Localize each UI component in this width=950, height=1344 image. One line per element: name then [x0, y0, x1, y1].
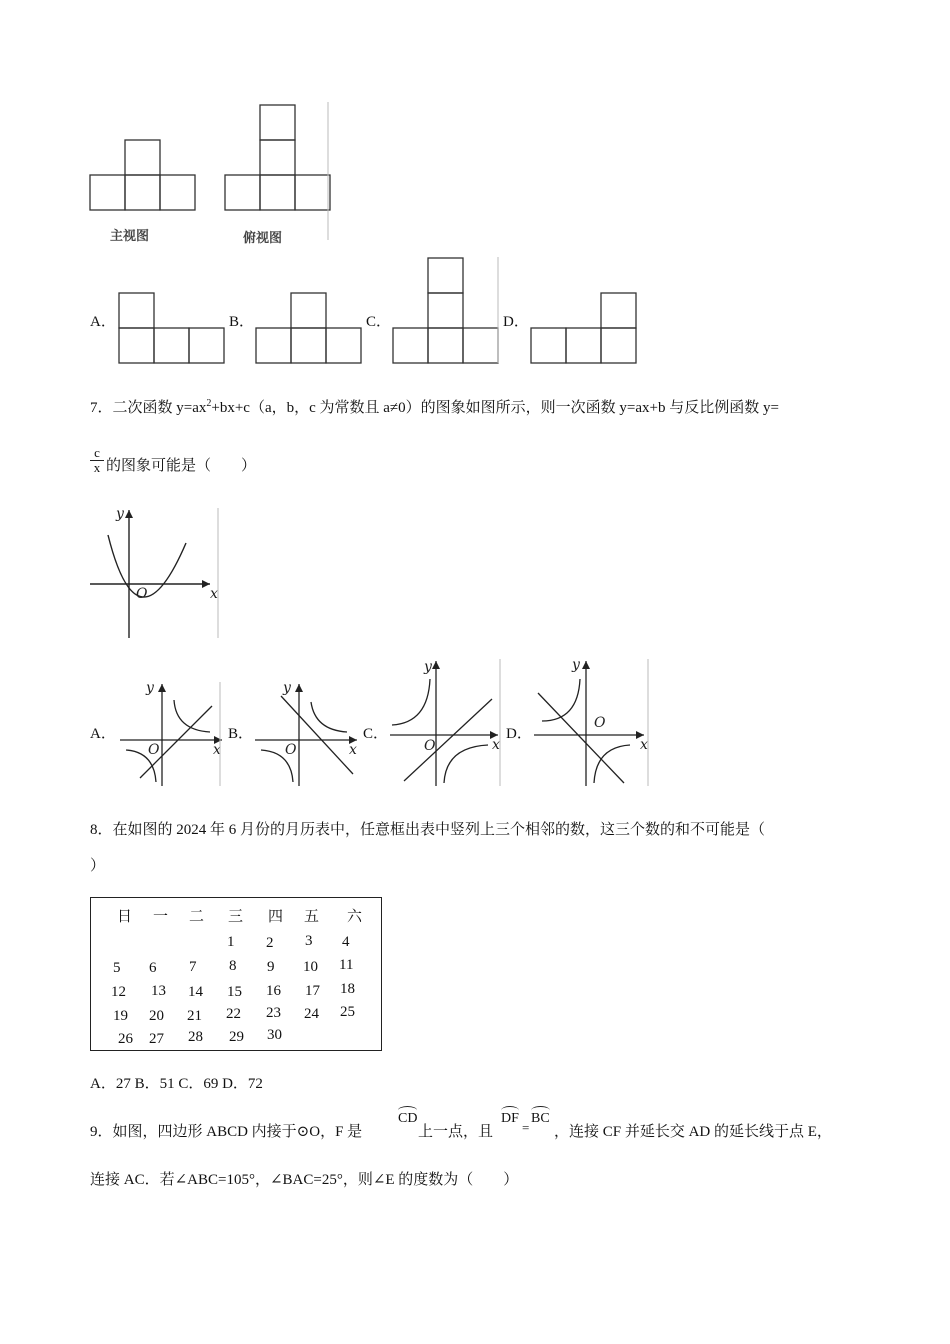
- calendar-header: 六: [347, 907, 363, 925]
- q6-option-b-figure[interactable]: [255, 290, 365, 365]
- calendar-cell: 30: [267, 1027, 282, 1043]
- q9-question-part3: ，连接 CF 并延长交 AD 的延长线于点 E，: [554, 1124, 832, 1140]
- calendar-cell: 12: [111, 984, 126, 1000]
- calendar-header: 二: [189, 907, 205, 925]
- q9-arc-bc: BC: [531, 1112, 550, 1126]
- q6-option-a-label: A．: [90, 314, 116, 330]
- calendar-cell: 10: [303, 959, 318, 975]
- q7-option-d-graph[interactable]: [532, 655, 652, 788]
- svg-text:O: O: [424, 738, 436, 754]
- svg-text:x: x: [640, 737, 648, 753]
- calendar-cell: 8: [229, 958, 237, 974]
- q7-origin: O: [136, 586, 148, 602]
- svg-text:y: y: [424, 659, 432, 675]
- calendar-cell: 24: [304, 1006, 319, 1022]
- q9-arc-df: DF: [501, 1112, 519, 1126]
- calendar-cell: 27: [149, 1031, 164, 1047]
- calendar-cell: 15: [227, 984, 242, 1000]
- q7-question-line1: 7．二次函数 $y=ax^2+bx+c(a$，b，c 为常数且 a≠0）的图象如图所示，则一次函数 y=ax+b 与反比例函数 y=: [90, 398, 779, 416]
- q7-option-a-label: A．: [90, 726, 116, 742]
- svg-text:y: y: [283, 680, 291, 696]
- calendar-cell: 4: [342, 934, 350, 950]
- calendar-header: 三: [228, 907, 244, 925]
- calendar-cell: 7: [189, 959, 197, 975]
- svg-text:O: O: [148, 742, 160, 758]
- q7-fraction-c-over-x: $\frac{c}{x}$: [90, 446, 104, 475]
- q6-option-b-label: B．: [229, 314, 255, 330]
- q7-axis-x: x: [210, 586, 218, 602]
- q7-option-c-label: C．: [363, 726, 389, 742]
- calendar-cell: 29: [229, 1029, 244, 1045]
- q7-parabola-graph: [88, 505, 223, 640]
- q9-equals: =: [522, 1120, 530, 1135]
- calendar-table: [90, 897, 382, 1051]
- q6-option-d-figure[interactable]: [530, 290, 640, 365]
- q9-arc-cd: CD: [398, 1112, 417, 1126]
- q7-option-c-graph[interactable]: [388, 655, 503, 788]
- calendar-cell: 6: [149, 960, 157, 976]
- calendar-cell: 18: [340, 981, 355, 997]
- q9-question-part2: 上一点，且: [418, 1124, 494, 1140]
- calendar-cell: 13: [151, 983, 166, 999]
- calendar-cell: 23: [266, 1005, 281, 1021]
- calendar-header: 日: [117, 907, 133, 925]
- q7-option-d-label: D．: [506, 726, 532, 742]
- q6-option-a-figure[interactable]: [118, 290, 228, 365]
- calendar-cell: 5: [113, 960, 121, 976]
- calendar-cell: 25: [340, 1004, 355, 1020]
- q6-option-c-label: C．: [366, 314, 392, 330]
- calendar-cell: 9: [267, 959, 275, 975]
- calendar-cell: 1: [227, 934, 235, 950]
- calendar-cell: 28: [188, 1029, 203, 1045]
- calendar-header: 四: [268, 907, 284, 925]
- q7-axis-y: y: [116, 506, 124, 522]
- calendar-cell: 22: [226, 1006, 241, 1022]
- svg-text:O: O: [594, 715, 606, 731]
- q9-question-part1: 9．如图，四边形 ABCD 内接于⊙O，F 是: [90, 1124, 363, 1140]
- q9-question-line2: 连接 AC．若∠ABC=105°，∠BAC=25°，则∠E 的度数为（ ）: [90, 1172, 519, 1188]
- q7-question-line2: 的图象可能是（ ）: [106, 458, 257, 474]
- q7-option-b-graph[interactable]: [253, 678, 361, 788]
- q6-option-c-figure[interactable]: [392, 255, 502, 365]
- svg-text:y: y: [572, 657, 580, 673]
- calendar-cell: 3: [305, 933, 313, 949]
- calendar-cell: 19: [113, 1008, 128, 1024]
- calendar-cell: 20: [149, 1008, 164, 1024]
- q8-question-cont: ）: [90, 858, 106, 874]
- svg-text:x: x: [492, 737, 500, 753]
- svg-text:y: y: [146, 680, 154, 696]
- q7-option-a-graph[interactable]: [118, 678, 223, 788]
- q8-question: 8．在如图的 2024 年 6 月份的月历表中，任意框出表中竖列上三个相邻的数，这三个数的和不可能是（: [90, 822, 766, 838]
- q6-option-d-label: D．: [503, 314, 529, 330]
- q8-answer-options: A．27 B．51 C．69 D．72: [90, 1076, 263, 1092]
- main-view-label: 主视图: [110, 229, 150, 244]
- calendar-header: 五: [304, 907, 320, 925]
- calendar-cell: 21: [187, 1008, 202, 1024]
- calendar-cell: 16: [266, 983, 281, 999]
- top-view-label: 俯视图: [243, 231, 283, 246]
- calendar-cell: 17: [305, 983, 320, 999]
- calendar-header: 一: [153, 907, 169, 925]
- svg-text:O: O: [285, 742, 297, 758]
- calendar-cell: 26: [118, 1031, 133, 1047]
- calendar-cell: 11: [339, 957, 354, 973]
- three-view-figure: [85, 100, 335, 248]
- svg-text:x: x: [213, 742, 221, 758]
- calendar-cell: 2: [266, 935, 274, 951]
- q7-option-b-label: B．: [228, 726, 254, 742]
- svg-text:x: x: [349, 742, 357, 758]
- calendar-cell: 14: [188, 984, 203, 1000]
